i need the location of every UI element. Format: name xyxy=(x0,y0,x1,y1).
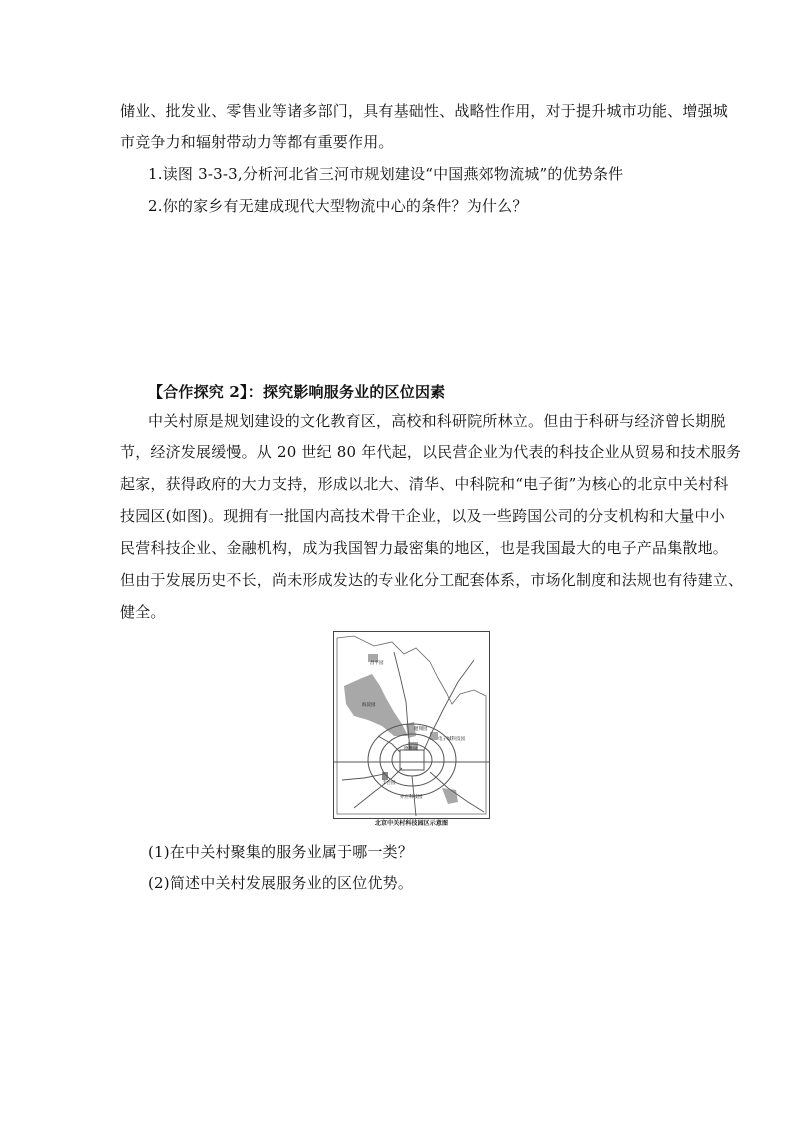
label-fengtai: 丰台园 xyxy=(382,781,396,786)
paragraph-line: 节，经济发展缓慢。从 20 世纪 80 年代起，以民营企业为代表的科技企业从贸易和技术服务 xyxy=(120,443,742,461)
paragraph-line: 起家，获得政府的大力支持，形成以北大、清华、中科院和“电子街”为核心的北京中关村科 xyxy=(120,475,729,493)
yizhuang-park-area xyxy=(442,788,458,804)
label-jianxiang: 健翔园 xyxy=(414,727,428,732)
label-dianzicheng: 电子城科技园 xyxy=(438,737,465,742)
label-desheng: 德胜园 xyxy=(404,747,418,752)
highway xyxy=(430,772,484,812)
label-haidian: 海淀园 xyxy=(362,703,376,708)
label-changping: 昌平园 xyxy=(370,661,384,666)
paragraph-line: 技园区(如图)。现拥有一批国内高技术骨干企业，以及一些跨国公司的分支机构和大量中小 xyxy=(120,507,725,525)
highway xyxy=(342,774,384,780)
zhongguancun-map xyxy=(333,631,490,819)
haidian-park-area xyxy=(344,674,408,736)
highway xyxy=(354,768,402,808)
paragraph-line: 但由于发展历史不长，尚未形成发达的专业化分工配套体系，市场化制度和法规也有待建立、 xyxy=(120,571,744,589)
intro-line-2: 市竞争力和辐射带动力等都有重要作用。 xyxy=(120,133,394,151)
question-b-1: (1)在中关村聚集的服务业属于哪一类？ xyxy=(148,843,414,861)
ring-road xyxy=(400,750,424,770)
intro-line-1: 储业、批发业、零售业等诸多部门，具有基础性、战略性作用，对于提升城市功能、增强城 xyxy=(120,102,729,120)
section-heading: 【合作探究 2】：探究影响服务业的区位因素 xyxy=(148,383,446,401)
question-1: 1.读图 3-3-3,分析河北省三河市规划建设“中国燕郊物流城”的优势条件 xyxy=(148,165,624,183)
label-yizhuang: 亦庄科技园 xyxy=(400,795,423,800)
paragraph-line: 健全。 xyxy=(120,603,166,621)
question-b-2: (2)简述中关村发展服务业的区位优势。 xyxy=(148,874,414,892)
map-caption: 北京中关村科技园区示意图 xyxy=(374,820,449,827)
paragraph-line: 中关村原是规划建设的文化教育区，高校和科研院所林立。但由于科研与经济曾长期脱 xyxy=(148,412,726,430)
paragraph-line: 民营科技企业、金融机构，成为我国智力最密集的地区，也是我国最大的电子产品集散地。 xyxy=(120,539,729,557)
question-2: 2.你的家乡有无建成现代大型物流中心的条件？为什么？ xyxy=(148,197,528,215)
